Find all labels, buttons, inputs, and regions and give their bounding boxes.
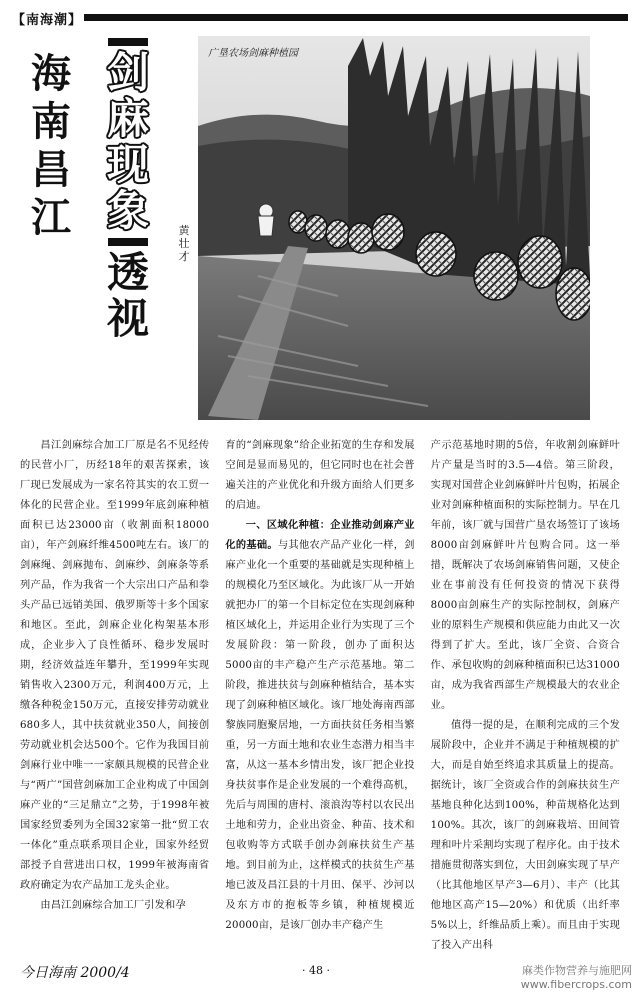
article-column-2	[225, 436, 414, 956]
title-char: 视	[106, 294, 149, 343]
sisal-plantation-photo	[198, 36, 590, 420]
paragraph: 由昌江剑麻综合加工厂引发和孕	[40, 900, 186, 911]
page-header	[12, 8, 628, 28]
title-place	[26, 50, 76, 242]
section-tag: 【南海潮】	[12, 13, 83, 28]
author-char: 黄	[178, 224, 190, 237]
article-column-1	[20, 436, 209, 956]
paragraph-text: 与其他农产品产业化一样，剑麻产业化一个重要的基础就是实现种植上的规模化乃至区域化。为此该厂从一开始就把办厂的第一个目标定位在实现剑麻种植区域化上，并运用企业行为实现了三个发展阶段：第一阶段，创办了面积达5000亩的丰产稳产生产示范基地。第二阶段，推进扶贫与剑麻种植结合，基本实现了剑麻种植区域化。该厂地处海南西部黎族同胞聚居地，一方面扶贫任务相当繁重，另一方面土地和农业生态潜力相当丰富，从这一基本乡情出发，该厂把企业投身扶贫事作是企业发展的一个难得高机，先后与周围的唐村、滚浪沟等村以农民出土地和劳力，企业出资金、种苗、技术和包收购等方式联手创办剑麻扶贫生产基地。到目前为止，这样模式的扶贫生产基地已波及昌江县的十月田、保平、沙河以及东方市的抱板等乡镇，种植规模近20000亩，是该厂创办丰产稳产生	[225, 540, 415, 931]
header-rule	[84, 14, 628, 21]
section-heading: 一、区域化种植：企业推动剑麻产业化的基础。	[225, 520, 415, 551]
author-byline	[176, 224, 192, 263]
author-char: 才	[178, 250, 190, 263]
paragraph: 昌江剑麻综合加工厂原是名不见经传的民营小厂，历经18年的艰苦探索，该厂现已发展成为一家名符其实的农工贸一体化的民营企业。至1999年底剑麻种植面积已达23000亩（收割面积18000亩），年产剑麻纤维4500吨左右。该厂的剑麻绳、剑麻抛布、剑麻纱、剑麻条等系列产品，作为我省一个大宗出口产品和拳头产品已远销美国、俄罗斯等十多个国家和地区。至此，剑麻企业化构架基本形成，企业步入了良性循环、稳步发展时期，经济效益连年攀升，至1999年实现销售收入2300万元，利润400万元，上缴各种税金150万元，直接安排劳动就业680多人，其中扶贫就业350人，间接创劳动就业机会达500个。它作为我国目前剑麻行业中唯一一家颇具规模的民营企业与“两广”国营剑麻加工企业构成了中国剑麻产业的“三足鼎立”之势，于1998年被国家经贸委列为全国32家第一批“贸工农一体化”重点联系项目企业，国家外经贸部授予自营进出口权，1999年被海南省政府确定为农产品加工龙头企业。	[20, 440, 210, 891]
photo-caption: 广垦农场剑麻种植园	[208, 48, 298, 59]
photo-illustration	[198, 36, 590, 420]
title-char: 现	[106, 140, 149, 189]
title-bracket-close	[108, 238, 148, 246]
paragraph: 产示范基地时期的5倍，年收割剑麻鲜叶片产量是当时的3.5—4倍。第三阶段，实现对国营企业剑麻鲜叶片包购，拓展企业对剑麻种植面积的实际控制力。早在几年前，该厂就与国营广垦农场签订了该场8000亩剑麻鲜叶片包购合同。这一举措，既解决了农场剑麻销售问题，又使企业在事前没有任何投资的情况下获得8000亩剑麻生产的实际控制权，剑麻产业的原料生产规模和供应能力由此又一次得到了扩大。至此，该厂全资、合资合作、承包收购的剑麻种植面积已达31000亩，成为我省西部生产规模最大的农业企业。	[430, 440, 620, 711]
article-column-3	[431, 436, 620, 956]
title-char: 麻	[106, 94, 149, 143]
page-number: · 48 ·	[302, 964, 330, 977]
paragraph: 值得一提的是，在顺利完成的三个发展阶段中，企业并不满足于种植规模的扩大，而是自始至终追求其质量上的提高。据统计，该厂全资或合作的剑麻扶贫生产基地良种化达到100%，种苗规格化达到100%。其次，该厂的剑麻栽培、田间管理和叶片采割均实现了程序化。由于技术措施贯彻落实到位，大田剑麻实现了早产（比其他地区早产3—6月）、丰产（比其他地区高产15—20%）和优质（出纤率5%以上，纤维品质上乘）。而且由于实现了投入产出科	[430, 720, 620, 951]
title-char: 江	[31, 195, 71, 241]
paragraph	[225, 516, 414, 936]
title-char: 昌	[31, 147, 71, 193]
article-title	[96, 34, 160, 342]
article-body	[20, 436, 620, 956]
title-bracket-open	[108, 38, 148, 46]
title-char: 剑	[106, 48, 149, 97]
watermark-line: 麻类作物营养与施肥网	[522, 964, 632, 977]
watermark-line: www.fibercrops.com	[520, 978, 632, 991]
title-char: 象	[106, 186, 149, 235]
title-char: 海	[31, 51, 71, 97]
title-char: 透	[106, 248, 149, 297]
title-char: 南	[31, 99, 71, 145]
paragraph: 育的“剑麻现象”给企业拓宽的生存和发展空间是显而易见的，但它同时也在社会普遍关注的产业优化和升级方面给人们更多的启迪。	[225, 440, 415, 511]
magazine-issue: 今日海南 2000/4	[20, 965, 130, 981]
author-char: 壮	[178, 237, 190, 250]
watermark	[521, 964, 632, 992]
